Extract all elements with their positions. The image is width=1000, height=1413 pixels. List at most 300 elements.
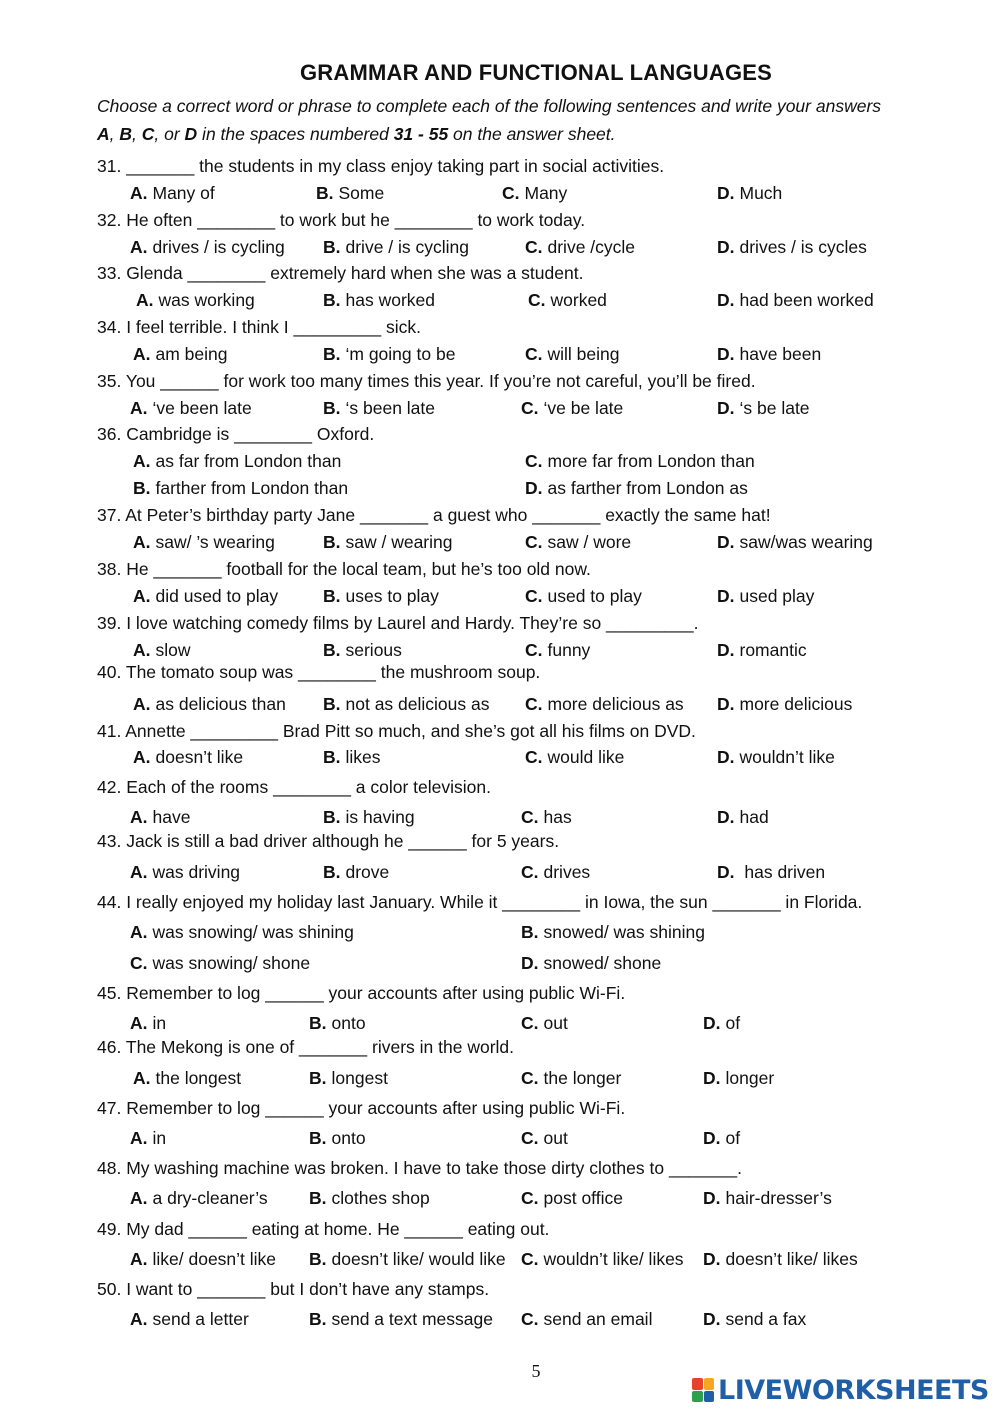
option-letter: B. bbox=[309, 1249, 327, 1269]
question-text: _______ the students in my class enjoy taking part in social activities. bbox=[121, 156, 665, 176]
question-number: 32. bbox=[97, 210, 122, 230]
option-text: ‘s been late bbox=[345, 398, 436, 418]
question-text: At Peter’s birthday party Jane _______ a guest who _______ exactly the same hat! bbox=[121, 505, 771, 525]
option-c bbox=[521, 807, 572, 828]
option-letter: A. bbox=[130, 1128, 148, 1148]
option-d bbox=[717, 862, 825, 883]
question-text: My washing machine was broken. I have to take those dirty clothes to _______. bbox=[121, 1158, 742, 1178]
option-c bbox=[525, 237, 635, 258]
option-letter: C. bbox=[502, 183, 520, 203]
option-letter: A. bbox=[133, 640, 151, 660]
option-a bbox=[130, 1309, 249, 1330]
option-letter: D. bbox=[717, 747, 735, 767]
option-c bbox=[521, 398, 623, 419]
option-letter: D. bbox=[717, 694, 735, 714]
question-46 bbox=[97, 1037, 514, 1058]
option-text: had been worked bbox=[739, 290, 874, 310]
option-d bbox=[717, 747, 835, 768]
option-d bbox=[703, 1188, 832, 1209]
option-letter: A. bbox=[133, 1068, 151, 1088]
question-47 bbox=[97, 1098, 625, 1119]
option-text: wouldn’t like bbox=[739, 747, 835, 767]
option-a bbox=[133, 640, 191, 661]
question-38 bbox=[97, 559, 591, 580]
question-37 bbox=[97, 505, 771, 526]
option-letter: A. bbox=[136, 290, 154, 310]
option-text: was driving bbox=[152, 862, 241, 882]
option-letter: B. bbox=[323, 694, 341, 714]
option-b bbox=[521, 922, 705, 943]
option-letter: B. bbox=[323, 747, 341, 767]
option-letter: C. bbox=[525, 344, 543, 364]
option-text: saw / wearing bbox=[345, 532, 453, 552]
question-text: He often ________ to work but he ________ to work today. bbox=[121, 210, 586, 230]
option-letter: D. bbox=[703, 1068, 721, 1088]
option-letter: C. bbox=[528, 290, 546, 310]
option-a bbox=[130, 862, 240, 883]
option-d bbox=[521, 953, 661, 974]
option-text: drive /cycle bbox=[547, 237, 636, 257]
question-text: He _______ football for the local team, but he’s too old now. bbox=[121, 559, 591, 579]
option-letter: B. bbox=[323, 290, 341, 310]
option-d bbox=[703, 1013, 740, 1034]
option-text: doesn’t like/ would like bbox=[331, 1249, 506, 1269]
option-a bbox=[130, 1013, 166, 1034]
option-letter: D. bbox=[717, 183, 735, 203]
question-40 bbox=[97, 662, 540, 683]
question-text: Jack is still a bad driver although he ______ for 5 years. bbox=[121, 831, 560, 851]
option-text: was snowing/ was shining bbox=[152, 922, 354, 942]
question-43 bbox=[97, 831, 559, 852]
question-number: 48. bbox=[97, 1158, 122, 1178]
question-number: 38. bbox=[97, 559, 122, 579]
option-letter: A. bbox=[130, 398, 148, 418]
option-letter: A. bbox=[130, 922, 148, 942]
option-letter: A. bbox=[130, 807, 148, 827]
question-36 bbox=[97, 424, 374, 445]
option-text: serious bbox=[345, 640, 402, 660]
option-a bbox=[133, 747, 243, 768]
option-c bbox=[525, 694, 684, 715]
option-letter: C. bbox=[525, 586, 543, 606]
question-number: 37. bbox=[97, 505, 122, 525]
option-letter: A. bbox=[130, 1249, 148, 1269]
option-text: was snowing/ shone bbox=[152, 953, 311, 973]
option-text: Much bbox=[739, 183, 783, 203]
option-text: ‘ve been late bbox=[152, 398, 252, 418]
option-a bbox=[136, 290, 255, 311]
option-text: uses to play bbox=[345, 586, 439, 606]
option-text: drove bbox=[345, 862, 390, 882]
option-letter: B. bbox=[323, 640, 341, 660]
question-text: The tomato soup was ________ the mushroom soup. bbox=[121, 662, 541, 682]
option-letter: C. bbox=[521, 1068, 539, 1088]
option-b bbox=[323, 532, 453, 553]
option-text: onto bbox=[331, 1013, 366, 1033]
option-letter: A. bbox=[130, 1309, 148, 1329]
option-letter: D. bbox=[703, 1309, 721, 1329]
option-b bbox=[309, 1013, 366, 1034]
option-b bbox=[323, 640, 402, 661]
option-letter: A. bbox=[133, 586, 151, 606]
option-c bbox=[521, 1068, 621, 1089]
question-number: 36. bbox=[97, 424, 122, 444]
option-letter: B. bbox=[323, 237, 341, 257]
option-letter: A. bbox=[130, 1013, 148, 1033]
question-number: 46. bbox=[97, 1037, 122, 1057]
question-31 bbox=[97, 156, 664, 177]
option-text: of bbox=[725, 1128, 741, 1148]
option-a bbox=[130, 237, 285, 258]
option-letter: C. bbox=[521, 807, 539, 827]
option-d bbox=[717, 694, 852, 715]
option-d bbox=[717, 398, 810, 419]
option-letter: B. bbox=[309, 1188, 327, 1208]
option-letter: C. bbox=[521, 862, 539, 882]
question-number: 42. bbox=[97, 777, 122, 797]
question-text: Remember to log ______ your accounts after using public Wi-Fi. bbox=[121, 1098, 626, 1118]
question-33 bbox=[97, 263, 583, 284]
option-text: saw/was wearing bbox=[739, 532, 873, 552]
option-letter: C. bbox=[525, 237, 543, 257]
option-text: likes bbox=[345, 747, 381, 767]
option-text: was working bbox=[158, 290, 255, 310]
option-text: as delicious than bbox=[155, 694, 286, 714]
question-text: Glenda ________ extremely hard when she was a student. bbox=[121, 263, 584, 283]
option-b bbox=[133, 478, 348, 499]
option-b bbox=[323, 807, 415, 828]
option-b bbox=[309, 1188, 430, 1209]
question-text: I love watching comedy films by Laurel and Hardy. They’re so _________. bbox=[121, 613, 699, 633]
option-d bbox=[717, 586, 814, 607]
option-text: have been bbox=[739, 344, 822, 364]
option-letter: B. bbox=[323, 862, 341, 882]
question-text: My dad ______ eating at home. He ______ eating out. bbox=[121, 1219, 550, 1239]
option-letter: C. bbox=[521, 1188, 539, 1208]
option-a bbox=[133, 532, 275, 553]
option-letter: A. bbox=[133, 344, 151, 364]
option-text: as farther from London as bbox=[547, 478, 748, 498]
option-b bbox=[309, 1249, 506, 1270]
option-text: would like bbox=[547, 747, 625, 767]
option-text: send a letter bbox=[152, 1309, 249, 1329]
option-d bbox=[703, 1309, 806, 1330]
question-number: 43. bbox=[97, 831, 122, 851]
option-text: farther from London than bbox=[155, 478, 349, 498]
option-letter: B. bbox=[323, 586, 341, 606]
option-letter: B. bbox=[309, 1128, 327, 1148]
question-text: Remember to log ______ your accounts after using public Wi-Fi. bbox=[121, 983, 626, 1003]
option-d bbox=[703, 1128, 740, 1149]
option-letter: A. bbox=[133, 532, 151, 552]
question-number: 40. bbox=[97, 662, 122, 682]
option-c bbox=[502, 183, 567, 204]
option-text: had bbox=[739, 807, 769, 827]
option-text: saw / wore bbox=[547, 532, 632, 552]
option-b bbox=[323, 747, 381, 768]
option-a bbox=[130, 1128, 166, 1149]
option-letter: B. bbox=[309, 1309, 327, 1329]
option-c bbox=[521, 1013, 568, 1034]
option-c bbox=[528, 290, 607, 311]
option-text: not as delicious as bbox=[345, 694, 490, 714]
option-text: used to play bbox=[547, 586, 642, 606]
option-text: am being bbox=[155, 344, 228, 364]
option-b bbox=[323, 694, 489, 715]
option-letter: A. bbox=[133, 451, 151, 471]
question-text: I really enjoyed my holiday last January. While it ________ in Iowa, the sun _______ in Florida. bbox=[121, 892, 863, 912]
option-text: longest bbox=[331, 1068, 388, 1088]
option-letter: A. bbox=[130, 237, 148, 257]
option-b bbox=[323, 398, 435, 419]
option-text: more delicious bbox=[739, 694, 853, 714]
option-a bbox=[133, 344, 228, 365]
option-text: of bbox=[725, 1013, 741, 1033]
option-text: out bbox=[543, 1013, 568, 1033]
option-text: doesn’t like/ likes bbox=[725, 1249, 858, 1269]
option-letter: D. bbox=[717, 532, 735, 552]
option-letter: C. bbox=[521, 1128, 539, 1148]
option-letter: B. bbox=[521, 922, 539, 942]
option-letter: B. bbox=[323, 532, 341, 552]
option-text: like/ doesn’t like bbox=[152, 1249, 277, 1269]
option-a bbox=[133, 694, 286, 715]
option-c bbox=[521, 1188, 623, 1209]
option-text: ‘s be late bbox=[739, 398, 810, 418]
option-text: drives / is cycling bbox=[152, 237, 285, 257]
option-letter: C. bbox=[521, 1309, 539, 1329]
question-number: 31. bbox=[97, 156, 122, 176]
option-letter: B. bbox=[309, 1068, 327, 1088]
logo-text: LIVEWORKSHEETS bbox=[718, 1374, 989, 1406]
option-text: snowed/ was shining bbox=[543, 922, 705, 942]
question-number: 45. bbox=[97, 983, 122, 1003]
question-32 bbox=[97, 210, 585, 231]
option-letter: C. bbox=[525, 640, 543, 660]
question-number: 49. bbox=[97, 1219, 122, 1239]
option-text: Some bbox=[338, 183, 385, 203]
option-d bbox=[717, 290, 874, 311]
question-45 bbox=[97, 983, 625, 1004]
page-title: GRAMMAR AND FUNCTIONAL LANGUAGES bbox=[299, 60, 773, 85]
option-text: send a fax bbox=[725, 1309, 807, 1329]
question-number: 34. bbox=[97, 317, 122, 337]
option-a bbox=[130, 922, 354, 943]
option-a bbox=[130, 807, 190, 828]
option-letter: C. bbox=[525, 694, 543, 714]
question-text: You ______ for work too many times this year. If you’re not careful, you’ll be fired. bbox=[121, 371, 756, 391]
question-41 bbox=[97, 721, 696, 742]
option-text: used play bbox=[739, 586, 815, 606]
option-a bbox=[133, 1068, 241, 1089]
question-number: 44. bbox=[97, 892, 122, 912]
question-42 bbox=[97, 777, 491, 798]
option-d bbox=[717, 237, 867, 258]
option-text: wouldn’t like/ likes bbox=[543, 1249, 684, 1269]
option-text: in bbox=[152, 1013, 167, 1033]
option-text: drive / is cycling bbox=[345, 237, 470, 257]
option-letter: D. bbox=[703, 1188, 721, 1208]
question-number: 39. bbox=[97, 613, 122, 633]
option-text: onto bbox=[331, 1128, 366, 1148]
option-letter: D. bbox=[703, 1249, 721, 1269]
option-text: more delicious as bbox=[547, 694, 684, 714]
option-letter: D. bbox=[717, 237, 735, 257]
option-a bbox=[133, 586, 278, 607]
option-letter: D. bbox=[717, 862, 735, 882]
option-letter: C. bbox=[521, 1249, 539, 1269]
option-text: snowed/ shone bbox=[543, 953, 662, 973]
question-number: 35. bbox=[97, 371, 122, 391]
option-b bbox=[323, 237, 469, 258]
option-text: the longest bbox=[155, 1068, 242, 1088]
option-letter: B. bbox=[323, 344, 341, 364]
option-letter: D. bbox=[717, 807, 735, 827]
question-39 bbox=[97, 613, 699, 634]
option-text: has driven bbox=[739, 862, 826, 882]
option-c bbox=[525, 344, 619, 365]
option-b bbox=[323, 344, 455, 365]
option-a bbox=[133, 451, 341, 472]
option-text: as far from London than bbox=[155, 451, 342, 471]
option-letter: C. bbox=[525, 532, 543, 552]
option-text: have bbox=[152, 807, 191, 827]
option-letter: B. bbox=[309, 1013, 327, 1033]
option-text: did used to play bbox=[155, 586, 279, 606]
option-c bbox=[521, 1309, 652, 1330]
option-c bbox=[521, 862, 590, 883]
liveworksheets-logo bbox=[692, 1374, 989, 1406]
question-35 bbox=[97, 371, 756, 392]
option-text: will being bbox=[547, 344, 620, 364]
page-number: 5 bbox=[531, 1361, 541, 1381]
option-d bbox=[717, 807, 769, 828]
option-text: funny bbox=[547, 640, 591, 660]
option-letter: C. bbox=[130, 953, 148, 973]
option-letter: D. bbox=[525, 478, 543, 498]
option-letter: B. bbox=[316, 183, 334, 203]
option-letter: B. bbox=[133, 478, 151, 498]
option-b bbox=[323, 586, 439, 607]
option-letter: D. bbox=[717, 290, 735, 310]
option-text: ‘m going to be bbox=[345, 344, 456, 364]
option-c bbox=[525, 747, 624, 768]
question-number: 41. bbox=[97, 721, 122, 741]
option-d bbox=[703, 1068, 774, 1089]
option-d bbox=[717, 344, 821, 365]
question-text: Each of the rooms ________ a color television. bbox=[121, 777, 491, 797]
question-text: Cambridge is ________ Oxford. bbox=[121, 424, 375, 444]
instructions-line-2: A, B, C, or D in the spaces numbered 31 - 55 on the answer sheet. bbox=[97, 124, 616, 144]
option-text: has bbox=[543, 807, 572, 827]
option-b bbox=[309, 1309, 493, 1330]
option-letter: A. bbox=[133, 694, 151, 714]
option-letter: C. bbox=[525, 747, 543, 767]
question-44 bbox=[97, 892, 862, 913]
option-b bbox=[309, 1068, 388, 1089]
option-b bbox=[309, 1128, 366, 1149]
option-text: saw/ ’s wearing bbox=[155, 532, 275, 552]
option-a bbox=[130, 398, 252, 419]
option-d bbox=[717, 640, 807, 661]
option-d bbox=[703, 1249, 858, 1270]
option-text: romantic bbox=[739, 640, 807, 660]
question-text: I want to _______ but I don’t have any stamps. bbox=[121, 1279, 490, 1299]
option-text: out bbox=[543, 1128, 568, 1148]
option-text: Many bbox=[524, 183, 568, 203]
option-c bbox=[525, 586, 642, 607]
option-text: drives / is cycles bbox=[739, 237, 867, 257]
option-b bbox=[323, 290, 435, 311]
logo-mark-icon bbox=[692, 1378, 714, 1402]
option-letter: B. bbox=[323, 398, 341, 418]
option-text: has worked bbox=[345, 290, 435, 310]
option-text: send a text message bbox=[331, 1309, 493, 1329]
question-34 bbox=[97, 317, 421, 338]
option-d bbox=[717, 183, 782, 204]
option-text: slow bbox=[155, 640, 191, 660]
question-text: The Mekong is one of _______ rivers in the world. bbox=[121, 1037, 515, 1057]
option-text: clothes shop bbox=[331, 1188, 430, 1208]
question-number: 50. bbox=[97, 1279, 122, 1299]
question-50 bbox=[97, 1279, 489, 1300]
option-text: drives bbox=[543, 862, 591, 882]
option-text: a dry-cleaner’s bbox=[152, 1188, 268, 1208]
option-letter: A. bbox=[133, 747, 151, 767]
option-letter: A. bbox=[130, 862, 148, 882]
option-text: the longer bbox=[543, 1068, 622, 1088]
option-a bbox=[130, 183, 215, 204]
option-text: hair-dresser’s bbox=[725, 1188, 832, 1208]
option-d bbox=[525, 478, 748, 499]
option-letter: D. bbox=[703, 1128, 721, 1148]
question-49 bbox=[97, 1219, 549, 1240]
option-text: Many of bbox=[152, 183, 215, 203]
option-letter: A. bbox=[130, 183, 148, 203]
option-letter: D. bbox=[703, 1013, 721, 1033]
option-letter: C. bbox=[525, 451, 543, 471]
option-letter: A. bbox=[130, 1188, 148, 1208]
option-text: is having bbox=[345, 807, 415, 827]
option-b bbox=[323, 862, 389, 883]
option-letter: B. bbox=[323, 807, 341, 827]
option-text: worked bbox=[550, 290, 607, 310]
question-number: 33. bbox=[97, 263, 122, 283]
option-text: ‘ve be late bbox=[543, 398, 624, 418]
option-b bbox=[316, 183, 384, 204]
question-text: Annette _________ Brad Pitt so much, and she’s got all his films on DVD. bbox=[121, 721, 696, 741]
option-letter: D. bbox=[717, 586, 735, 606]
option-d bbox=[717, 532, 873, 553]
option-c bbox=[521, 1249, 684, 1270]
option-text: post office bbox=[543, 1188, 623, 1208]
option-c bbox=[521, 1128, 568, 1149]
option-letter: D. bbox=[717, 344, 735, 364]
option-text: more far from London than bbox=[547, 451, 755, 471]
option-c bbox=[525, 451, 755, 472]
option-c bbox=[525, 640, 590, 661]
option-letter: C. bbox=[521, 1013, 539, 1033]
option-letter: D. bbox=[717, 398, 735, 418]
question-text: I feel terrible. I think I _________ sick. bbox=[121, 317, 421, 337]
option-text: send an email bbox=[543, 1309, 653, 1329]
question-48 bbox=[97, 1158, 742, 1179]
option-text: longer bbox=[725, 1068, 775, 1088]
option-text: in bbox=[152, 1128, 167, 1148]
option-a bbox=[130, 1188, 268, 1209]
option-a bbox=[130, 1249, 276, 1270]
option-letter: D. bbox=[717, 640, 735, 660]
